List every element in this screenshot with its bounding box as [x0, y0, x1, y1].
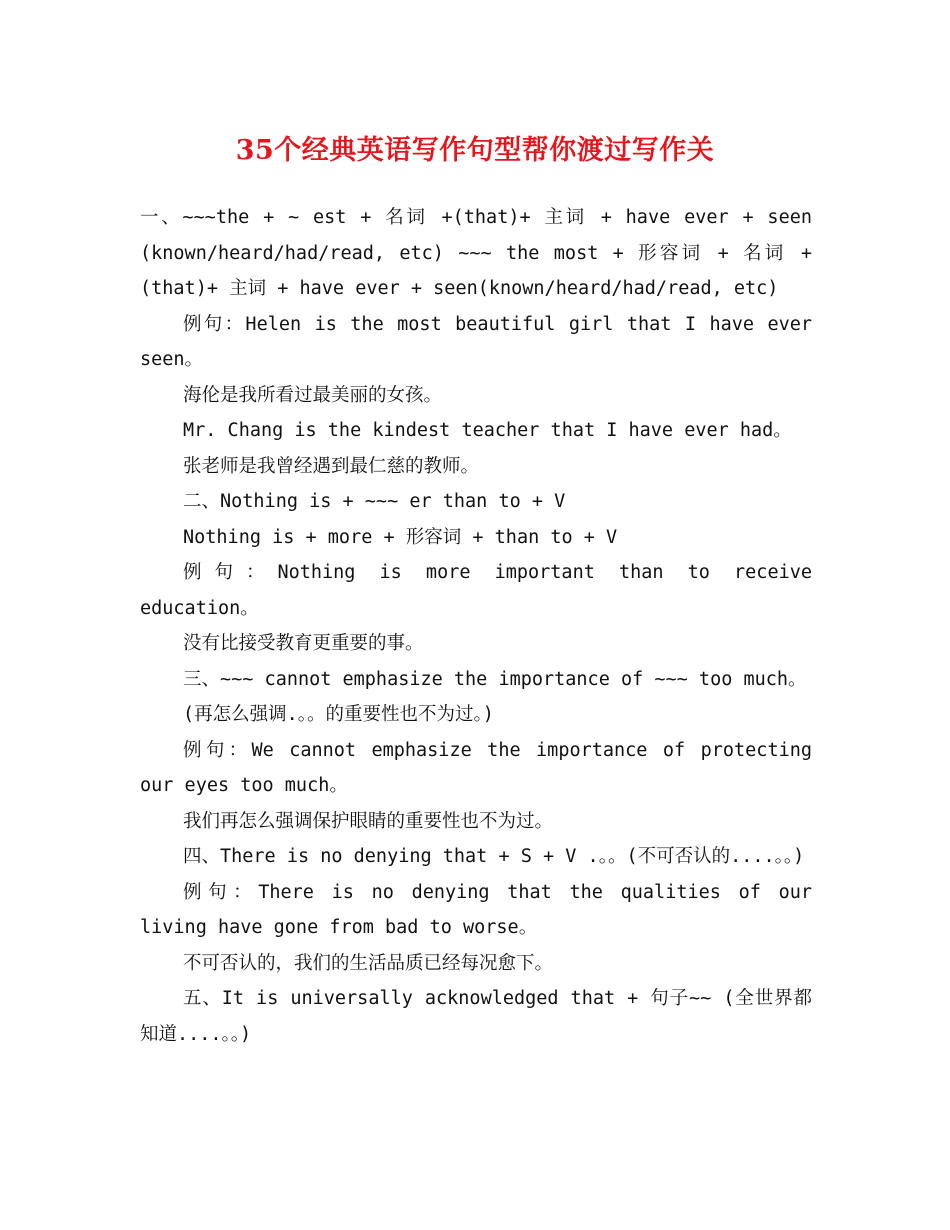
- pattern-2-formula: Nothing is + more + 形容词 + than to + V: [183, 526, 618, 548]
- pattern-2-translation: 没有比接受教育更重要的事。: [183, 633, 424, 654]
- pattern-3-translation: 我们再怎么强调保护眼睛的重要性也不为过。: [183, 810, 554, 832]
- pattern-1-translation-2: 张老师是我曾经遇到最仁慈的教师。: [183, 455, 480, 477]
- pattern-4-heading: 四、There is no denying that + S + V .。。(不可否认的....。。): [183, 846, 805, 867]
- pattern-3-meaning: (再怎么强调.。。的重要性也不为过。): [183, 704, 494, 725]
- document-title: 35个经典英语写作句型帮你渡过写作关: [235, 135, 715, 166]
- pattern-1-heading: 一、~~~the + ~ est + 名词 +(that)+ 主词 + have ever + seen (known/heard/had/read, etc) ~~~ the most + 形容词 + 名词 +(that)+ 主词 + have ever + seen(known/heard/had/read, etc): [140, 207, 812, 299]
- pattern-3-heading: 三、~~~ cannot emphasize the importance of ~~~ too much。: [183, 668, 807, 690]
- pattern-4-example: 例句：There is no denying that the qualities of our living have gone from bad to worse。: [140, 881, 812, 938]
- pattern-1-example-2: Mr. Chang is the kindest teacher that I have ever had。: [183, 420, 792, 441]
- pattern-1-example: 例句：Helen is the most beautiful girl that I have ever seen。: [140, 313, 812, 370]
- pattern-2-heading: 二、Nothing is + ~~~ er than to + V: [183, 491, 566, 512]
- pattern-1-translation: 海伦是我所看过最美丽的女孩。: [183, 384, 443, 406]
- document-body: [140, 200, 812, 1052]
- pattern-2-example: 例句：Nothing is more important than to receive education。: [140, 562, 812, 619]
- pattern-5-heading: 五、It is universally acknowledged that + 句子~~ (全世界都知道....。。): [140, 988, 812, 1045]
- pattern-4-translation: 不可否认的，我们的生活品质已经每况愈下。: [183, 952, 554, 974]
- pattern-3-example: 例句：We cannot emphasize the importance of protecting our eyes too much。: [140, 739, 812, 796]
